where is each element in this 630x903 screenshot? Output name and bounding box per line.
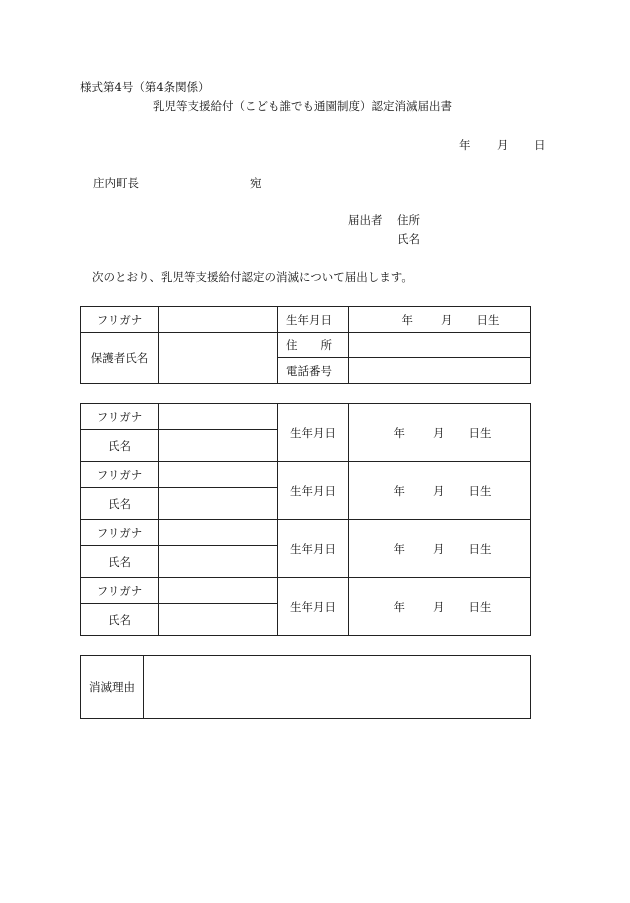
child-furigana-field[interactable] <box>159 462 278 488</box>
birthdate-year-label: 年 <box>393 541 405 556</box>
form-number: 様式第4号（第4条関係） <box>80 80 210 94</box>
notifier-address-label: 住所 <box>397 213 420 227</box>
child-name-field[interactable] <box>159 546 278 578</box>
statement-text: 次のとおり、乳児等支援給付認定の消滅について届出します。 <box>92 270 413 284</box>
child-name-label: 氏名 <box>81 546 159 578</box>
birthdate-day-label: 日生 <box>476 312 500 327</box>
guardian-table <box>80 306 531 384</box>
birthdate-month-label: 月 <box>433 599 445 614</box>
page-title: 乳児等支援給付（こども誰でも通園制度）認定消滅届出書 <box>153 99 452 113</box>
addressee-name: 庄内町長 <box>93 176 139 190</box>
child-furigana-label: フリガナ <box>81 462 159 488</box>
child-name-label: 氏名 <box>81 430 159 462</box>
child-birthdate-label: 生年月日 <box>278 520 349 578</box>
reason-field[interactable] <box>144 656 531 719</box>
reason-label: 消滅理由 <box>81 656 144 719</box>
child-name-label: 氏名 <box>81 604 159 636</box>
notifier-label: 届出者 <box>348 213 383 227</box>
birthdate-month-label: 月 <box>441 312 453 327</box>
birthdate-month-label: 月 <box>433 483 445 498</box>
child-name-field[interactable] <box>159 430 278 462</box>
birthdate-month-label: 月 <box>433 541 445 556</box>
child-name-label: 氏名 <box>81 488 159 520</box>
child-birthdate-label: 生年月日 <box>278 578 349 636</box>
guardian-birthdate-field[interactable] <box>349 307 531 333</box>
guardian-furigana-label: フリガナ <box>81 307 159 333</box>
children-table <box>80 403 531 636</box>
child-birthdate-label: 生年月日 <box>278 404 349 462</box>
child-birthdate-field[interactable] <box>349 520 531 578</box>
guardian-birthdate-label: 生年月日 <box>278 307 349 333</box>
child-furigana-field[interactable] <box>159 520 278 546</box>
child-furigana-label: フリガナ <box>81 520 159 546</box>
date-month-label: 月 <box>497 138 509 152</box>
birthdate-day-label: 日生 <box>468 599 492 614</box>
birthdate-day-label: 日生 <box>468 483 492 498</box>
child-furigana-label: フリガナ <box>81 404 159 430</box>
guardian-furigana-field[interactable] <box>159 307 278 333</box>
birthdate-year-label: 年 <box>393 425 405 440</box>
child-name-field[interactable] <box>159 604 278 636</box>
child-birthdate-label: 生年月日 <box>278 462 349 520</box>
child-furigana-field[interactable] <box>159 578 278 604</box>
child-row-1 <box>81 404 531 430</box>
birthdate-year-label: 年 <box>393 483 405 498</box>
guardian-name-field[interactable] <box>159 333 278 384</box>
child-birthdate-field[interactable] <box>349 462 531 520</box>
child-row-2 <box>81 462 531 488</box>
guardian-address-label: 住 所 <box>278 333 349 358</box>
child-row-4 <box>81 578 531 604</box>
child-birthdate-field[interactable] <box>349 404 531 462</box>
date-year-label: 年 <box>459 138 471 152</box>
birthdate-day-label: 日生 <box>468 541 492 556</box>
date-day-label: 日 <box>534 138 546 152</box>
guardian-address-field[interactable] <box>349 333 531 358</box>
guardian-phone-label: 電話番号 <box>278 358 349 384</box>
reason-table <box>80 655 531 719</box>
birthdate-month-label: 月 <box>433 425 445 440</box>
birthdate-day-label: 日生 <box>468 425 492 440</box>
guardian-name-label: 保護者氏名 <box>81 333 159 384</box>
child-furigana-label: フリガナ <box>81 578 159 604</box>
child-row-3 <box>81 520 531 546</box>
child-birthdate-field[interactable] <box>349 578 531 636</box>
birthdate-year-label: 年 <box>401 312 413 327</box>
birthdate-year-label: 年 <box>393 599 405 614</box>
child-furigana-field[interactable] <box>159 404 278 430</box>
guardian-phone-field[interactable] <box>349 358 531 384</box>
notifier-name-label: 氏名 <box>397 232 420 246</box>
addressee-suffix: 宛 <box>250 176 262 190</box>
child-name-field[interactable] <box>159 488 278 520</box>
